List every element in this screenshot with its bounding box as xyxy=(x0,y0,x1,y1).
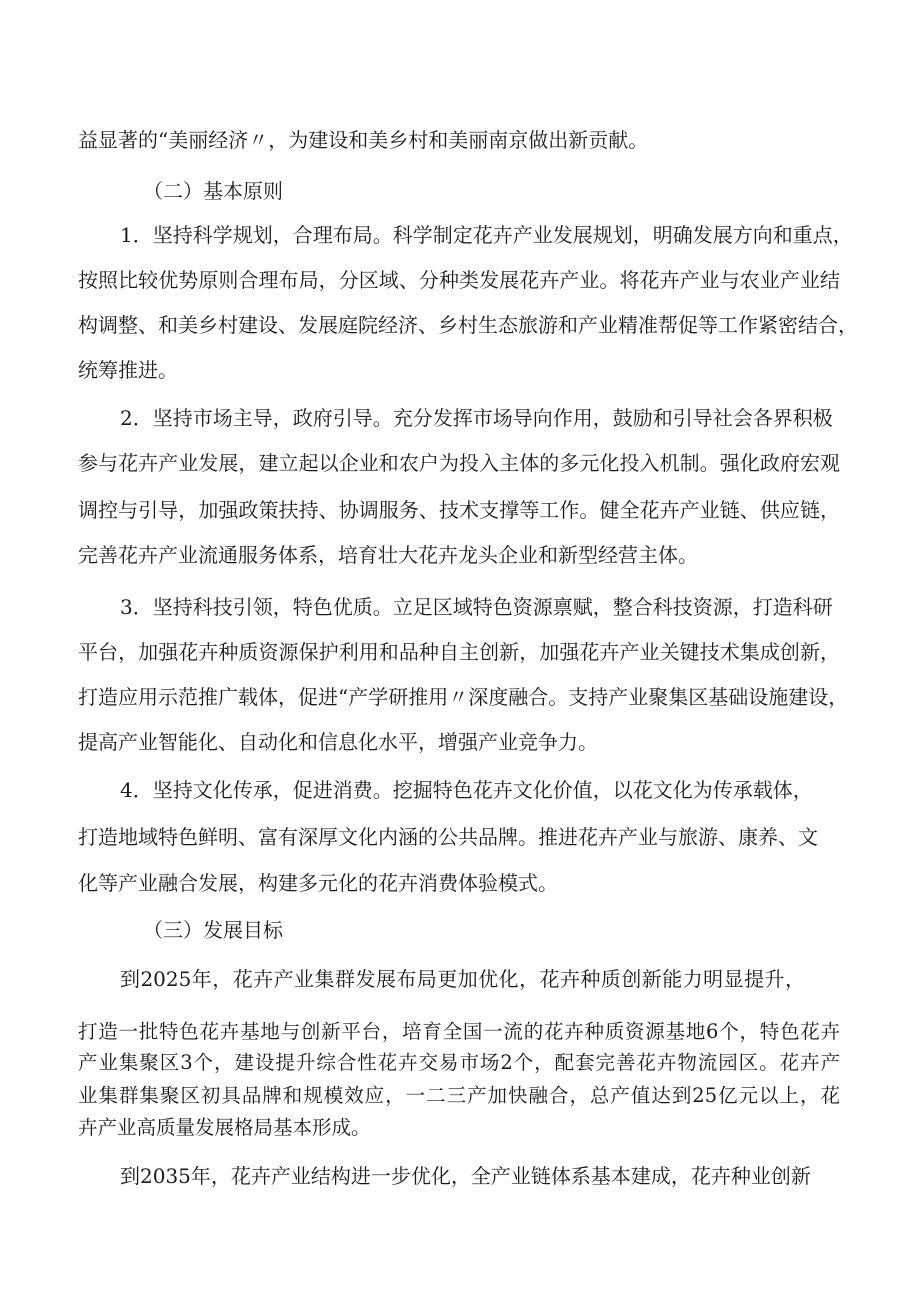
text-line-7: 2．坚持市场主导，政府引导。充分发挥市场导向作用，鼓励和引导社会各界积极 xyxy=(120,406,833,430)
text-line-6: 统筹推进。 xyxy=(78,358,178,382)
text-line-13: 打造应用示范推广载体，促进“产学研推用〃深度融合。支持产业聚集区基础设施建设， xyxy=(78,685,849,709)
text-line-20: 打造一批特色花卉基地与创新平台，培育全国一流的花卉种质资源基地6个，特色花卉 xyxy=(78,1020,840,1043)
text-line-14: 提高产业智能化、自动化和信息化水平，增强产业竞争力。 xyxy=(78,730,598,754)
text-line-9: 调控与引导，加强政策扶持、协调服务、技术支撑等工作。健全花卉产业链、供应链， xyxy=(78,498,840,522)
text-line-15: 4．坚持文化传承，促进消费。挖掘特色花卉文化价值，以花文化为传承载体， xyxy=(120,778,813,802)
text-line-5: 构调整、和美乡村建设、发展庭院经济、乡村生态旅游和产业精准帮促等工作紧密结合， xyxy=(78,313,858,337)
text-line-16: 打造地域特色鲜明、富有深厚文化内涵的公共品牌。推进花卉产业与旅游、康养、文 xyxy=(78,825,818,849)
text-line-23: 卉产业高质量发展格局基本形成。 xyxy=(78,1116,371,1139)
text-line-17: 化等产业融合发展，构建多元化的花卉消费体验模式。 xyxy=(78,871,558,895)
text-line-21: 产业集聚区3个，建设提升综合性花卉交易市场2个，配套完善花卉物流园区。花卉产 xyxy=(78,1051,840,1074)
text-line-11: 3．坚持科技引领，特色优质。立足区域特色资源禀赋，整合科技资源，打造科研 xyxy=(120,595,833,619)
text-line-22: 业集群集聚区初具品牌和规模效应，一二三产加快融合，总产值达到25亿元以上，花 xyxy=(78,1084,840,1107)
text-line-24: 到2035年，花卉产业结构进一步优化，全产业链体系基本建成，花卉种业创新 xyxy=(120,1164,811,1188)
section-heading-basic-principles: （二）基本原则 xyxy=(143,179,283,203)
text-line-19: 到2025年，花卉产业集群发展布局更加优化，花卉种质创新能力明显提升， xyxy=(120,967,805,991)
text-line-3: 1．坚持科学规划，合理布局。科学制定花卉产业发展规划，明确发展方向和重点， xyxy=(120,223,853,247)
text-line-12: 平台，加强花卉种质资源保护利用和品种自主创新，加强花卉产业关键技术集成创新， xyxy=(78,640,840,664)
text-line-10: 完善花卉产业流通服务体系，培育壮大花卉龙头企业和新型经营主体。 xyxy=(78,543,698,567)
section-heading-development-goals: （三）发展目标 xyxy=(143,918,283,942)
text-line-4: 按照比较优势原则合理布局，分区域、分种类发展花卉产业。将花卉产业与农业产业结 xyxy=(78,268,840,292)
text-line-1: 益显著的“美丽经济〃，为建设和美乡村和美丽南京做出新贡献。 xyxy=(78,128,649,152)
text-line-8: 参与花卉产业发展，建立起以企业和农户为投入主体的多元化投入机制。强化政府宏观 xyxy=(78,451,840,475)
